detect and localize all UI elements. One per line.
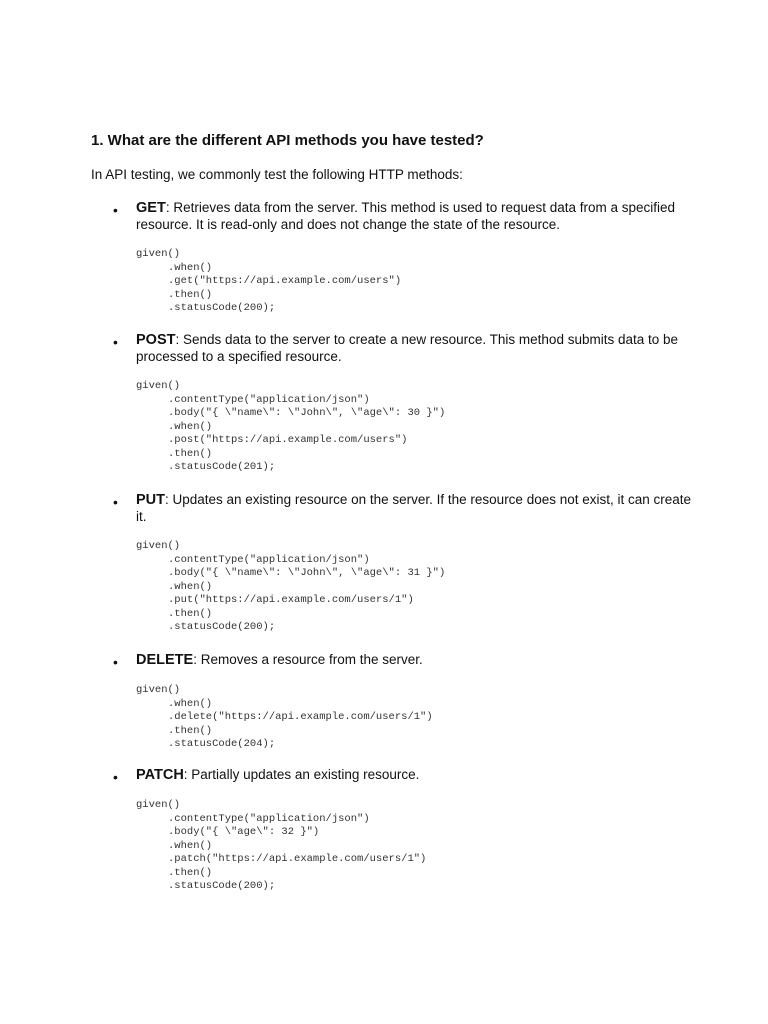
method-name: GET <box>136 200 166 216</box>
code-line: given() <box>136 799 181 811</box>
code-line: .body("{ \"age\": 32 }") <box>168 826 320 838</box>
method-name: DELETE <box>136 652 194 668</box>
bullet-icon: • <box>113 654 118 670</box>
code-line: given() <box>136 540 181 552</box>
code-line: .then() <box>168 724 213 737</box>
code-line: .then() <box>168 288 213 301</box>
code-line: .patch("https://api.example.com/users/1") <box>168 853 427 865</box>
method-name: PUT <box>136 492 165 508</box>
method-name: PATCH <box>136 767 184 783</box>
code-line: .get("https://api.example.com/users") <box>168 275 402 287</box>
code-line: .delete("https://api.example.com/users/1") <box>168 711 433 723</box>
code-line: .statusCode(200); <box>168 302 276 314</box>
method-description <box>136 492 696 525</box>
code-line: given() <box>136 248 181 260</box>
method-description <box>136 200 696 233</box>
bullet-icon: • <box>113 494 118 510</box>
method-description-text: : Sends data to the server to create a new resource. This method submits data to be processed to a specified resource. <box>136 332 679 364</box>
method-description-text: : Partially updates an existing resource. <box>183 767 420 782</box>
method-description <box>136 767 696 784</box>
code-line: .when() <box>168 261 213 274</box>
code-block <box>136 248 401 316</box>
bullet-icon: • <box>113 769 118 785</box>
question-heading: 1. What are the different API methods you have tested? <box>91 132 484 149</box>
intro-text: In API testing, we commonly test the following HTTP methods: <box>91 167 463 182</box>
code-line: .when() <box>168 697 213 710</box>
method-description <box>136 652 696 669</box>
code-line: given() <box>136 684 181 696</box>
code-line: .statusCode(204); <box>168 738 276 750</box>
code-line: .contentType("application/json") <box>168 553 370 566</box>
code-line: .contentType("application/json") <box>168 812 370 825</box>
method-description-text: : Removes a resource from the server. <box>193 652 423 667</box>
method-name: POST <box>136 332 176 348</box>
method-description-text: : Updates an existing resource on the server. If the resource does not exist, it can create it. <box>136 492 692 524</box>
method-description <box>136 332 696 365</box>
method-description-text: : Retrieves data from the server. This method is used to request data from a specified resource. It is read-only and does not change the state of the resource. <box>136 200 676 232</box>
code-line: .statusCode(201); <box>168 461 276 473</box>
code-line: .post("https://api.example.com/users") <box>168 434 408 446</box>
code-block <box>136 380 445 475</box>
code-line: given() <box>136 380 181 392</box>
code-block <box>136 540 445 635</box>
code-line: .when() <box>168 580 213 593</box>
code-line: .when() <box>168 839 213 852</box>
code-line: .body("{ \"name\": \"John\", \"age\": 30 }") <box>168 407 446 419</box>
code-line: .put("https://api.example.com/users/1") <box>168 594 414 606</box>
code-line: .contentType("application/json") <box>168 393 370 406</box>
code-block <box>136 799 426 894</box>
code-line: .then() <box>168 866 213 879</box>
bullet-icon: • <box>113 334 118 350</box>
code-line: .when() <box>168 420 213 433</box>
code-line: .then() <box>168 607 213 620</box>
code-line: .statusCode(200); <box>168 621 276 633</box>
code-line: .then() <box>168 447 213 460</box>
code-line: .body("{ \"name\": \"John\", \"age\": 31 }") <box>168 567 446 579</box>
code-line: .statusCode(200); <box>168 880 276 892</box>
code-block <box>136 684 433 752</box>
bullet-icon: • <box>113 202 118 218</box>
